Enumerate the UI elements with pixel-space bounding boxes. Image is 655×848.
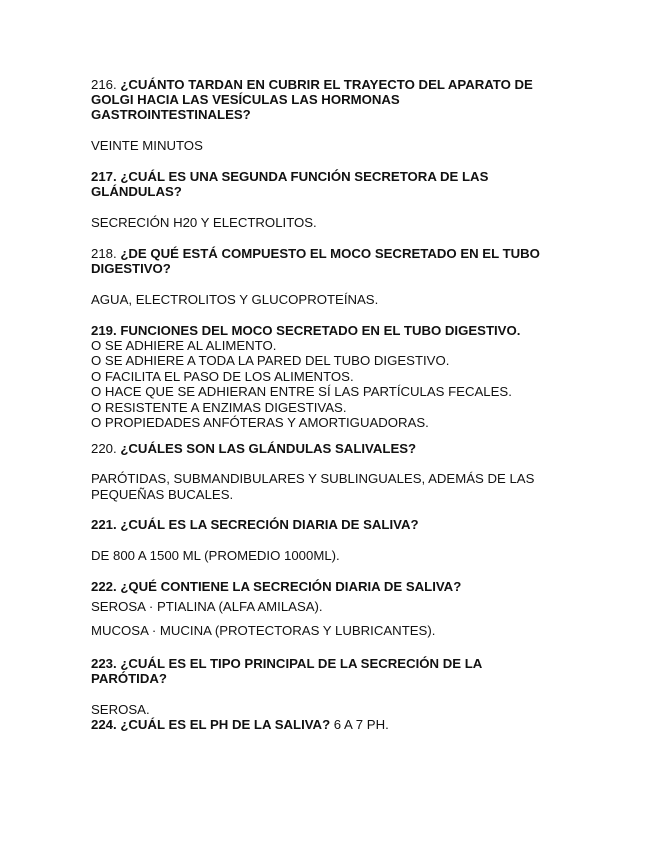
question-218-line-2: DIGESTIVO? <box>91 261 171 276</box>
question-number: 218. <box>91 246 121 261</box>
answer-220-line-1: PARÓTIDAS, SUBMANDIBULARES Y SUBLINGUALES, ADEMÁS DE LAS <box>91 471 535 486</box>
question-217-line-2: GLÁNDULAS? <box>91 184 182 199</box>
question-216-line-3: GASTROINTESTINALES? <box>91 107 251 122</box>
answer-216: VEINTE MINUTOS <box>91 138 203 153</box>
answer-219-item-2: O SE ADHIERE A TODA LA PARED DEL TUBO DIGESTIVO. <box>91 353 450 368</box>
answer-219-item-1: O SE ADHIERE AL ALIMENTO. <box>91 338 277 353</box>
answer-223: SEROSA. <box>91 702 150 717</box>
question-220 <box>91 441 416 456</box>
question-text: 224. ¿CUÁL ES EL PH DE LA SALIVA? <box>91 717 331 732</box>
question-217-line-1: 217. ¿CUÁL ES UNA SEGUNDA FUNCIÓN SECRETORA DE LAS <box>91 169 489 184</box>
answer-220-line-2: PEQUEÑAS BUCALES. <box>91 487 234 502</box>
question-number: 220. <box>91 441 121 456</box>
question-219: 219. FUNCIONES DEL MOCO SECRETADO EN EL TUBO DIGESTIVO. <box>91 323 521 338</box>
answer-219-item-6: O PROPIEDADES ANFÓTERAS Y AMORTIGUADORAS. <box>91 415 429 430</box>
question-text: ¿CUÁLES SON LAS GLÁNDULAS SALIVALES? <box>120 441 417 456</box>
question-223-line-2: PARÓTIDA? <box>91 671 167 686</box>
question-222: 222. ¿QUÉ CONTIENE LA SECRECIÓN DIARIA DE SALIVA? <box>91 579 462 594</box>
answer-222-item-1: SEROSA · PTIALINA (ALFA AMILASA). <box>91 599 323 614</box>
answer-219-item-4: O HACE QUE SE ADHIERAN ENTRE SÍ LAS PARTÍCULAS FECALES. <box>91 384 512 399</box>
answer-224: 6 A 7 PH. <box>330 717 389 732</box>
question-223-line-1: 223. ¿CUÁL ES EL TIPO PRINCIPAL DE LA SECRECIÓN DE LA <box>91 656 483 671</box>
answer-222-item-2: MUCOSA · MUCINA (PROTECTORAS Y LUBRICANTES). <box>91 623 436 638</box>
answer-218: AGUA, ELECTROLITOS Y GLUCOPROTEÍNAS. <box>91 292 379 307</box>
answer-219-item-5: O RESISTENTE A ENZIMAS DIGESTIVAS. <box>91 400 347 415</box>
question-216-line-1 <box>91 77 533 92</box>
question-216-line-2: GOLGI HACIA LAS VESÍCULAS LAS HORMONAS <box>91 92 400 107</box>
answer-217: SECRECIÓN H20 Y ELECTROLITOS. <box>91 215 317 230</box>
answer-219-item-3: O FACILITA EL PASO DE LOS ALIMENTOS. <box>91 369 354 384</box>
answer-221: DE 800 A 1500 ML (PROMEDIO 1000ML). <box>91 548 340 563</box>
question-number: 216. <box>91 77 121 92</box>
question-221: 221. ¿CUÁL ES LA SECRECIÓN DIARIA DE SALIVA? <box>91 517 419 532</box>
question-text: ¿CUÁNTO TARDAN EN CUBRIR EL TRAYECTO DEL APARATO DE <box>120 77 533 92</box>
question-text: ¿DE QUÉ ESTÁ COMPUESTO EL MOCO SECRETADO EN EL TUBO <box>120 246 540 261</box>
question-224 <box>91 717 389 732</box>
question-218-line-1 <box>91 246 540 261</box>
